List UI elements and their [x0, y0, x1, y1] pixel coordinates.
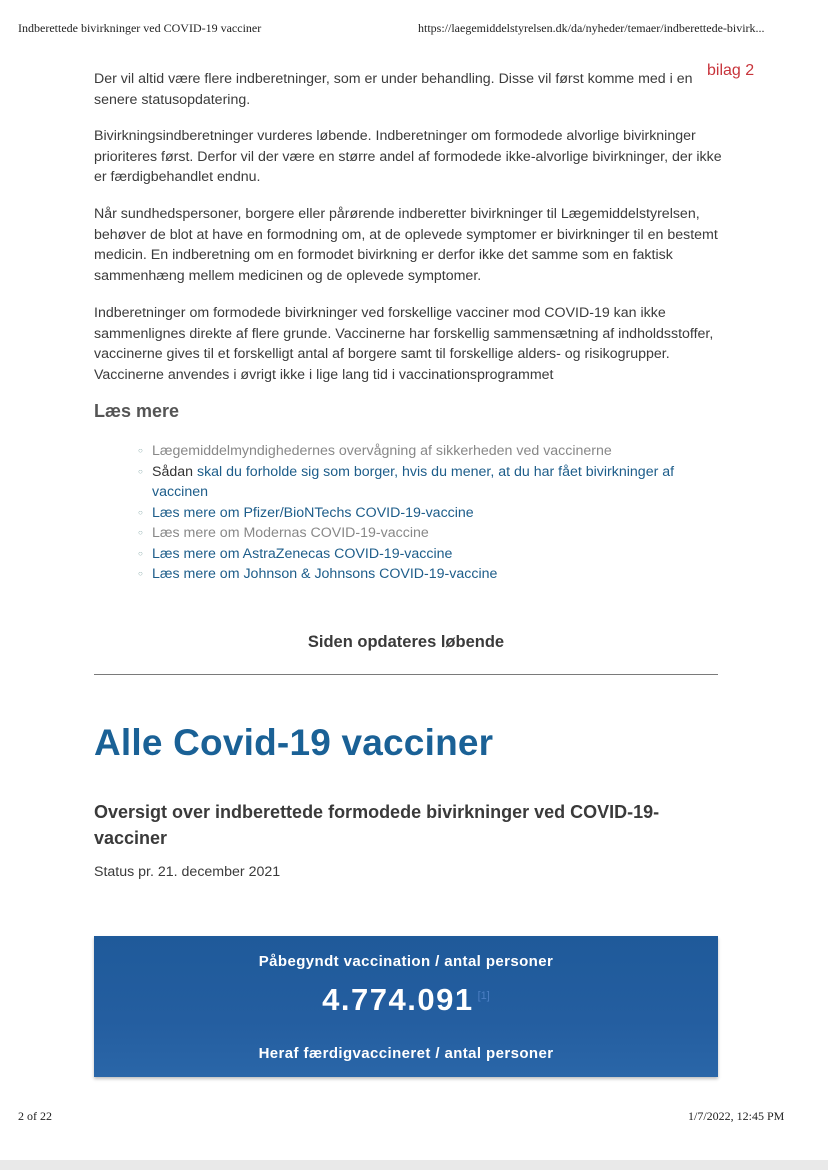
- vaccination-stats-box: [94, 936, 718, 1077]
- link-johnson[interactable]: Læs mere om Johnson & Johnsons COVID-19-vaccine: [152, 566, 498, 582]
- print-footer-datetime: 1/7/2022, 12:45 PM: [688, 1109, 785, 1123]
- divider: [94, 674, 718, 675]
- link-moderna[interactable]: Læs mere om Modernas COVID-19-vaccine: [152, 525, 429, 541]
- print-header-title: Indberettede bivirkninger ved COVID-19 vacciner: [18, 21, 262, 35]
- completed-vaccination-label: Heraf færdigvaccineret / antal personer: [258, 1045, 554, 1062]
- started-vaccination-label: Påbegyndt vaccination / antal personer: [258, 953, 554, 970]
- paragraph-comparison-note: Indberetninger om formodede bivirkninger ved forskellige vacciner mod COVID-19 kan ikke sammenlignes direkte af flere grunde. Vaccinerne har forskellig sammensætning af indholdsstoffer, vaccinerne gives til et forskelligt antal af borgere samt til forskellige alders- og risikogrupper. Vaccinerne anvendes i øvrigt ikke i lige lang tid i vaccinationsprogrammet: [94, 305, 714, 383]
- read-more-list: [138, 441, 718, 585]
- footnote-link[interactable]: [1]: [477, 989, 490, 1002]
- paragraph-ongoing-assessment: Bivirkningsindberetninger vurderes løbende. Indberetninger om formodede alvorlige bivirkninger prioriteres først. Derfor vil der være en større andel af formodede ikke-alvorlige bivirkninger, der ikke er færdigbehandlet endnu.: [94, 128, 722, 185]
- link-citizen-guidance[interactable]: skal du forholde sig som borger, hvis du mener, at du har fået bivirkninger af vaccinen: [152, 463, 675, 500]
- link-prefix: Sådan: [152, 463, 197, 480]
- read-more-heading: Læs mere: [94, 401, 180, 421]
- list-item: [138, 523, 718, 544]
- link-pfizer[interactable]: Læs mere om Pfizer/BioNTechs COVID-19-vaccine: [152, 504, 474, 521]
- started-count-value: 4.774.091: [322, 982, 474, 1017]
- section-title: Alle Covid-19 vacciner: [94, 722, 494, 763]
- list-item: [138, 544, 718, 565]
- list-item: [138, 462, 718, 503]
- link-astrazeneca[interactable]: Læs mere om AstraZenecas COVID-19-vaccine: [152, 545, 453, 562]
- paragraph-suspected-effects: Når sundhedspersoner, borgere eller pårørende indberetter bivirkninger til Lægemiddelstyrelsen, behøver de blot at have en formodning om, at de oplevede symptomer er bivirkninger til en bestemt medicin. En indberetning om en formodet bivirkning er derfor ikke det samme som en faktisk sammenhæng mellem medicinen og de oplevede symptomer.: [94, 206, 718, 284]
- list-item: [138, 503, 718, 524]
- handwritten-annotation: bilag 2: [707, 62, 755, 79]
- started-vaccination-count: [94, 982, 718, 1018]
- page-edge: [0, 1160, 828, 1170]
- link-monitoring[interactable]: Lægemiddelmyndighedernes overvågning af sikkerheden ved vaccinerne: [152, 443, 612, 459]
- list-item: [138, 441, 718, 462]
- status-date: Status pr. 21. december 2021: [94, 864, 281, 880]
- section-subtitle: Oversigt over indberettede formodede bivirkninger ved COVID-19-vacciner: [94, 802, 660, 848]
- print-footer-page: 2 of 22: [18, 1109, 52, 1123]
- list-item: [138, 564, 718, 585]
- update-note: Siden opdateres løbende: [307, 633, 505, 651]
- print-header-url: https://laegemiddelstyrelsen.dk/da/nyheder/temaer/indberettede-bivirk...: [418, 21, 765, 35]
- paragraph-pending-reports: Der vil altid være flere indberetninger, som er under behandling. Disse vil først komme med i en senere statusopdatering.: [94, 71, 693, 108]
